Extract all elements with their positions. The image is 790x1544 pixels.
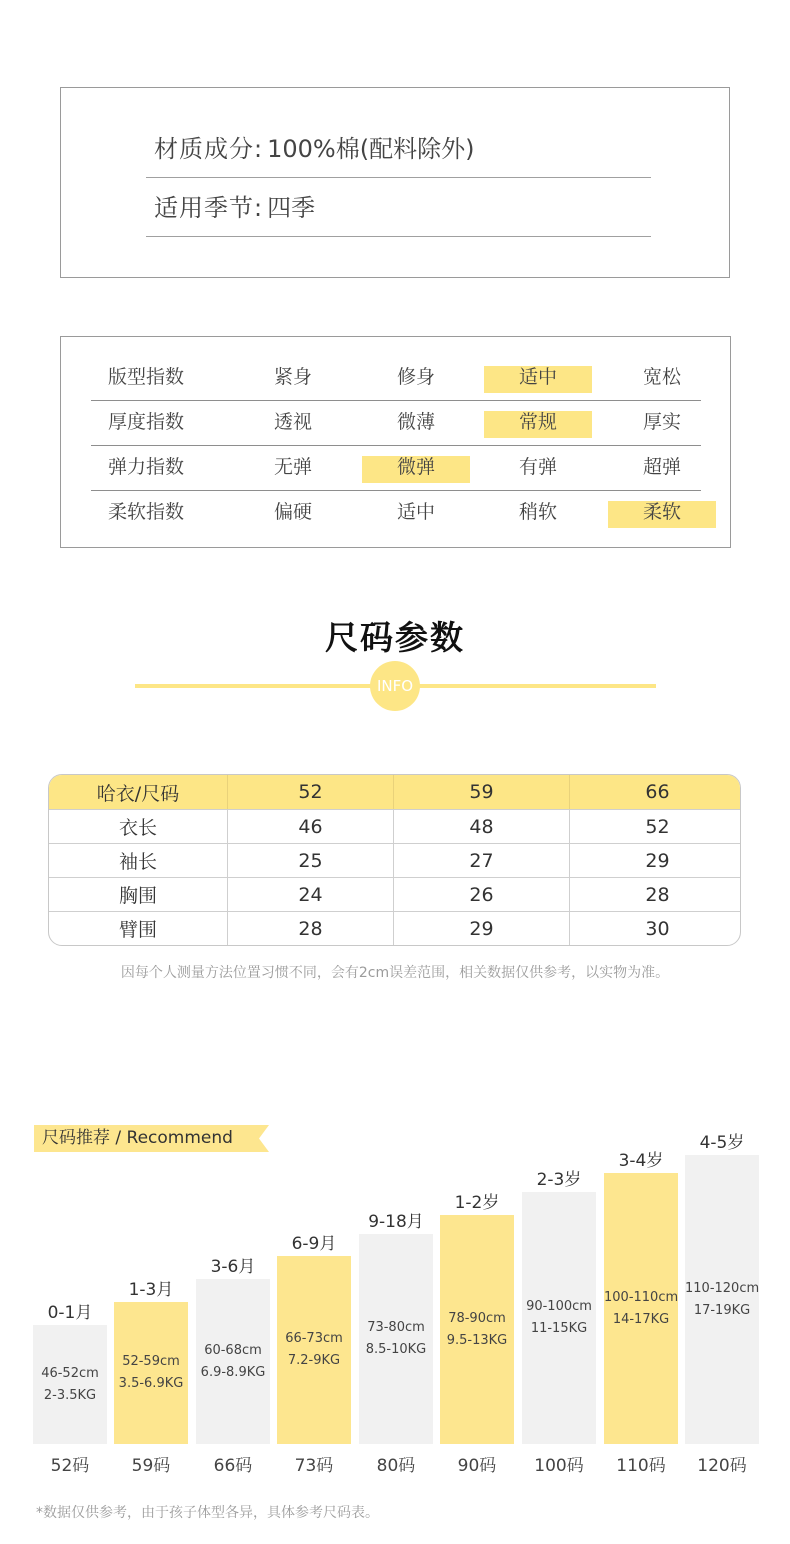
index-option-label: 适中 bbox=[396, 501, 435, 523]
index-option-label: 修身 bbox=[396, 366, 435, 388]
bar-weight-range: 9.5-13KG bbox=[446, 1332, 508, 1348]
index-label: 厚度指数 bbox=[107, 411, 184, 433]
index-label: 弹力指数 bbox=[107, 456, 184, 478]
recommend-tag-text: 尺码推荐 / Recommend bbox=[42, 1128, 233, 1148]
size-bar bbox=[522, 1192, 596, 1444]
age-label: 4-5岁 bbox=[699, 1133, 745, 1153]
size-table-row-label: 袖长 bbox=[49, 844, 228, 878]
bar-weight-range: 14-17KG bbox=[612, 1311, 670, 1327]
bar-height-range: 46-52cm bbox=[41, 1365, 99, 1381]
info-badge: INFO bbox=[370, 661, 420, 711]
age-label: 3-4岁 bbox=[618, 1151, 664, 1171]
size-bar bbox=[114, 1302, 188, 1444]
size-code-label: 73码 bbox=[294, 1456, 334, 1476]
size-code-label: 66码 bbox=[213, 1456, 253, 1476]
index-option-label: 透视 bbox=[273, 411, 312, 433]
age-label: 1-3月 bbox=[128, 1280, 174, 1300]
index-option-label: 有弹 bbox=[518, 456, 557, 478]
age-label: 6-9月 bbox=[291, 1234, 337, 1254]
measurement-note: 因每个人测量方法位置习惯不同，会有2cm误差范围，相关数据仅供参考，以实物为准。 bbox=[120, 965, 670, 981]
age-label: 9-18月 bbox=[368, 1212, 424, 1232]
size-table-cell: 30 bbox=[645, 917, 670, 940]
bar-weight-range: 17-19KG bbox=[693, 1302, 751, 1318]
age-label: 1-2岁 bbox=[454, 1193, 500, 1213]
index-option-label: 适中 bbox=[518, 366, 557, 388]
size-code-label: 80码 bbox=[376, 1456, 416, 1476]
size-bar bbox=[277, 1256, 351, 1444]
size-code-label: 120码 bbox=[697, 1456, 747, 1476]
size-bar bbox=[604, 1173, 678, 1444]
size-bar bbox=[440, 1215, 514, 1444]
bar-height-range: 52-59cm bbox=[122, 1354, 180, 1369]
size-bar bbox=[196, 1279, 270, 1444]
size-table-row-label: 衣长 bbox=[49, 810, 228, 844]
bar-weight-range: 11-15KG bbox=[530, 1321, 588, 1336]
index-option-label: 微弹 bbox=[396, 456, 435, 478]
size-code-label: 59码 bbox=[131, 1456, 171, 1476]
index-label: 柔软指数 bbox=[107, 501, 184, 523]
size-code-label: 110码 bbox=[616, 1456, 666, 1476]
size-table-cell: 29 bbox=[570, 844, 742, 878]
index-option-label: 超弹 bbox=[642, 456, 681, 478]
bar-height-range: 60-68cm bbox=[204, 1342, 262, 1358]
index-option-label: 稍软 bbox=[518, 501, 557, 523]
bar-weight-range: 8.5-10KG bbox=[365, 1342, 427, 1357]
size-table-header-cell: 52 bbox=[228, 775, 394, 810]
composition-value: 100%棉(配料除外) bbox=[267, 135, 475, 163]
bar-height-range: 90-100cm bbox=[526, 1299, 592, 1314]
size-table-header-cell: 哈衣/尺码 bbox=[49, 775, 228, 810]
age-label: 3-6月 bbox=[210, 1257, 256, 1277]
size-table-cell: 29 bbox=[394, 912, 570, 946]
bar-weight-range: 2-3.5KG bbox=[43, 1387, 97, 1403]
size-bar bbox=[33, 1325, 107, 1444]
bar-height-range: 100-110cm bbox=[604, 1289, 679, 1305]
composition-label: 材质成分: bbox=[154, 135, 264, 163]
size-table-cell: 48 bbox=[394, 810, 570, 844]
size-code-label: 100码 bbox=[534, 1456, 584, 1476]
index-option-label: 无弹 bbox=[273, 456, 312, 478]
size-code-label: 90码 bbox=[457, 1456, 497, 1476]
size-table-row-label: 臂围 bbox=[49, 912, 228, 946]
bar-weight-range: 6.9-8.9KG bbox=[200, 1364, 266, 1380]
season-label: 适用季节: bbox=[154, 194, 264, 222]
size-table-header-cell: 66 bbox=[570, 775, 742, 810]
size-table-cell: 28 bbox=[228, 912, 394, 946]
season-value: 四季 bbox=[267, 194, 316, 222]
index-option-label: 偏硬 bbox=[273, 501, 312, 523]
bar-height-range: 66-73cm bbox=[285, 1331, 343, 1346]
size-table-header-cell: 59 bbox=[394, 775, 570, 810]
size-bar bbox=[685, 1155, 759, 1444]
recommend-note: *数据仅供参考，由于孩子体型各异，具体参考尺码表。 bbox=[36, 1505, 379, 1521]
size-table-row-label: 胸围 bbox=[49, 878, 228, 912]
age-label: 2-3岁 bbox=[536, 1170, 582, 1190]
bar-weight-range: 7.2-9KG bbox=[287, 1353, 341, 1368]
index-option-label: 柔软 bbox=[642, 501, 681, 523]
bar-height-range: 73-80cm bbox=[367, 1320, 425, 1335]
size-bar bbox=[359, 1234, 433, 1444]
index-label: 版型指数 bbox=[107, 366, 184, 388]
size-table-cell: 46 bbox=[228, 810, 394, 844]
index-option-label: 宽松 bbox=[642, 366, 681, 388]
size-code-label: 52码 bbox=[50, 1456, 90, 1476]
bar-weight-range: 3.5-6.9KG bbox=[118, 1376, 184, 1391]
size-table-cell: 52 bbox=[570, 810, 742, 844]
size-table-cell: 25 bbox=[228, 844, 394, 878]
size-section-title: 尺码参数 bbox=[325, 618, 465, 657]
index-option-label: 紧身 bbox=[273, 366, 312, 388]
index-option-label: 常规 bbox=[518, 411, 557, 433]
bar-height-range: 78-90cm bbox=[448, 1310, 506, 1326]
index-option-label: 微薄 bbox=[396, 411, 435, 433]
size-table-cell: 24 bbox=[228, 878, 394, 912]
size-table-cell: 28 bbox=[570, 878, 742, 912]
bar-height-range: 110-120cm bbox=[685, 1280, 760, 1296]
size-table-cell: 27 bbox=[394, 844, 570, 878]
size-table-cell: 26 bbox=[394, 878, 570, 912]
age-label: 0-1月 bbox=[47, 1303, 93, 1323]
index-option-label: 厚实 bbox=[642, 411, 681, 433]
